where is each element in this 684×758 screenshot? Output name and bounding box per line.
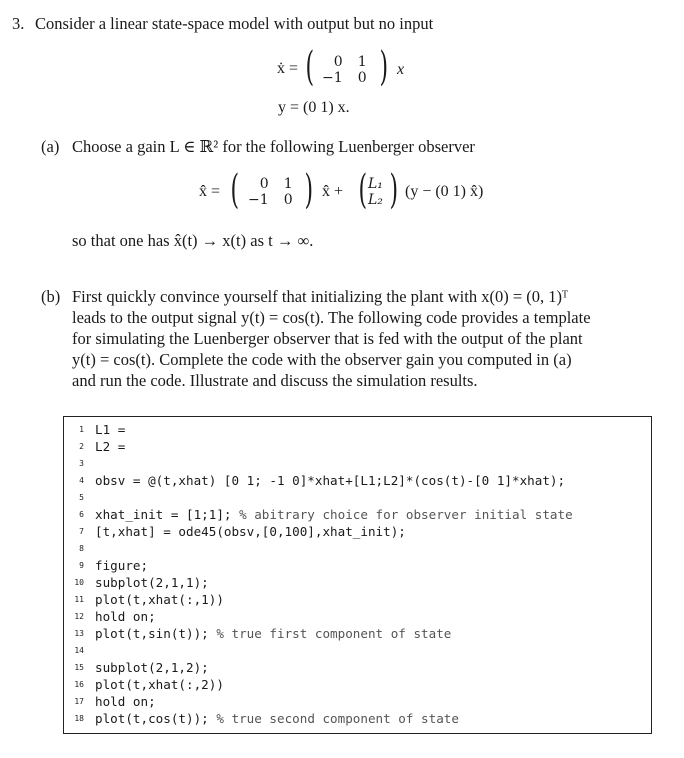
code-text	[95, 472, 565, 489]
line-number: 17	[74, 697, 84, 706]
code-statement: subplot(2,1,1);	[95, 575, 209, 590]
gain-l2: L₂	[368, 192, 383, 208]
code-text	[95, 625, 451, 642]
line-number: 13	[74, 629, 84, 638]
part-b-label: (b)	[41, 287, 61, 306]
code-text	[95, 608, 156, 625]
observer-tail: (y − (0 1) x̂)	[405, 183, 484, 200]
code-statement: hold on;	[95, 694, 156, 709]
line-number: 18	[74, 714, 84, 723]
line-number: 6	[79, 510, 84, 519]
matrix-cell: 0	[357, 70, 367, 86]
code-text	[95, 438, 125, 455]
model-paren-left: (	[305, 44, 315, 90]
code-statement: subplot(2,1,2);	[95, 660, 209, 675]
matrix-cell: 0	[333, 54, 343, 70]
matrix-cell: −1	[248, 192, 269, 208]
code-text	[95, 676, 224, 693]
code-text	[95, 557, 148, 574]
part-a-label: (a)	[41, 137, 60, 156]
matrix-cell: 0	[259, 176, 269, 192]
model-matrix	[322, 54, 367, 86]
code-statement: plot(t,xhat(:,2))	[95, 677, 224, 692]
line-number: 11	[74, 595, 84, 604]
line-number: 16	[74, 680, 84, 689]
code-statement: plot(t,cos(t));	[95, 711, 217, 726]
model-paren-right: )	[379, 44, 389, 90]
code-statement: L2 =	[95, 439, 126, 454]
observer-paren-right: )	[304, 167, 314, 213]
code-statement: [t,xhat] = ode45(obsv,[0,100],xhat_init);	[95, 524, 406, 539]
part-b-line-5: and run the code. Illustrate and discuss the simulation results.	[72, 371, 478, 390]
line-number: 5	[79, 493, 84, 502]
code-statement: figure;	[95, 558, 149, 573]
part-b-line-1: First quickly convince yourself that initializing the plant with x(0) = (0, 1)ᵀ	[72, 287, 568, 306]
line-number: 7	[79, 527, 84, 536]
problem-intro: Consider a linear state-space model with output but no input	[35, 14, 434, 33]
line-number: 9	[79, 561, 84, 570]
model-rhs: x	[397, 61, 405, 78]
output-equation: y = (0 1) x.	[278, 99, 350, 116]
code-text	[95, 523, 406, 540]
line-number: 10	[74, 578, 84, 587]
code-statement: obsv = @(t,xhat) [0 1; -1 0]*xhat+[L1;L2]*(cos(t)-[0 1]*xhat);	[95, 473, 566, 488]
part-b-line-4: y(t) = cos(t). Complete the code with the observer gain you computed in (a)	[72, 350, 572, 369]
model-lhs: ẋ =	[277, 60, 299, 77]
code-statement: hold on;	[95, 609, 156, 624]
observer-lhs: x̂ =	[199, 183, 221, 200]
code-text	[95, 506, 573, 523]
gain-paren-left: (	[358, 167, 368, 213]
code-comment: % abitrary choice for observer initial state	[239, 507, 573, 522]
observer-paren-left: (	[230, 167, 240, 213]
observer-xhat-plus: x̂ +	[322, 183, 344, 200]
code-text	[95, 574, 209, 591]
line-number: 14	[74, 646, 84, 655]
gain-paren-right: )	[389, 167, 399, 213]
code-statement: L1 =	[95, 422, 126, 437]
line-number: 15	[74, 663, 84, 672]
part-b-line-2: leads to the output signal y(t) = cos(t). The following code provides a template	[72, 308, 591, 327]
part-a-text: Choose a gain L ∈ ℝ² for the following Luenberger observer	[72, 137, 475, 156]
line-number: 1	[79, 425, 84, 434]
code-comment: % true first component of state	[216, 626, 452, 641]
code-comment: % true second component of state	[216, 711, 459, 726]
line-number: 4	[79, 476, 84, 485]
problem-number: 3.	[12, 14, 25, 33]
code-statement: plot(t,xhat(:,1))	[95, 592, 224, 607]
gain-l1: L₁	[368, 176, 383, 192]
line-number: 8	[79, 544, 84, 553]
code-text	[95, 591, 224, 608]
code-text	[95, 693, 156, 710]
code-text	[95, 659, 209, 676]
part-b-line-3: for simulating the Luenberger observer that is fed with the output of the plant	[72, 329, 583, 348]
matrix-cell: 1	[357, 54, 367, 70]
matrix-cell: −1	[322, 70, 343, 86]
line-number: 3	[79, 459, 84, 468]
observer-matrix	[248, 176, 293, 208]
line-number: 2	[79, 442, 84, 451]
part-a-closing: so that one has x̂(t) → x(t) as t → ∞.	[72, 231, 314, 250]
code-listing	[63, 416, 652, 734]
matrix-cell: 1	[283, 176, 293, 192]
code-statement: xhat_init = [1;1];	[95, 507, 240, 522]
gain-vector	[368, 176, 383, 208]
code-text	[95, 710, 459, 727]
code-statement: plot(t,sin(t));	[95, 626, 217, 641]
line-number: 12	[74, 612, 84, 621]
code-text	[95, 421, 125, 438]
matrix-cell: 0	[283, 192, 293, 208]
